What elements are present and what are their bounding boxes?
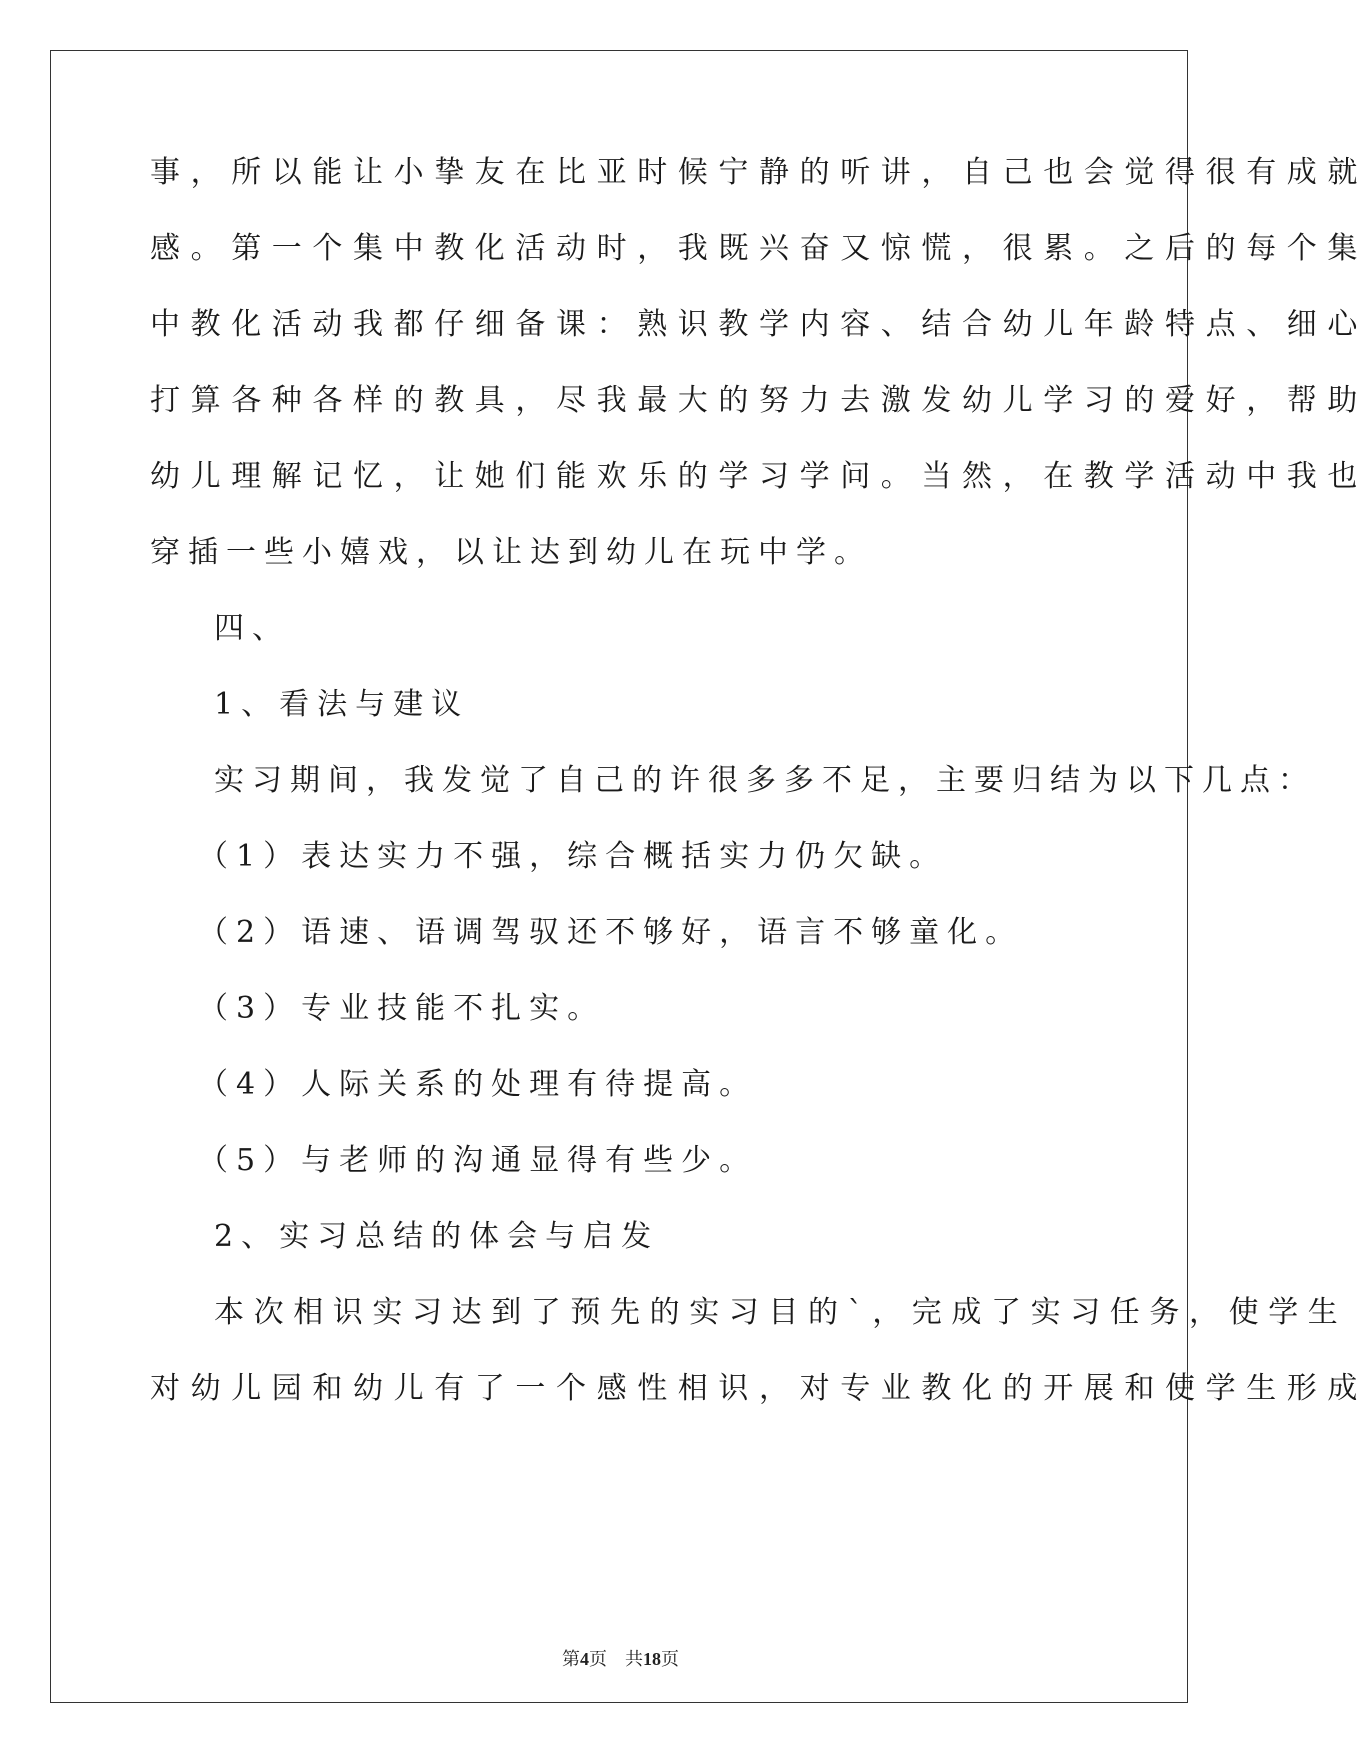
list-item: （1）表达实力不强，综合概括实力仍欠缺。 [198, 839, 948, 874]
page-border [50, 50, 1368, 1703]
text-line: 对幼儿园和幼儿有了一个感性相识，对专业教化的开展和使学生形成 [150, 1371, 1368, 1406]
subsection-heading: 1、看法与建议 [214, 687, 470, 722]
section-heading: 四、 [214, 611, 290, 646]
text-line: 实习期间，我发觉了自己的许很多多不足，主要归结为以下几点： [214, 763, 1316, 798]
subsection-heading: 2、实习总结的体会与启发 [214, 1219, 660, 1254]
footer-suffix: 页 [661, 1649, 679, 1670]
total-pages-number: 18 [643, 1649, 661, 1669]
list-item: （3）专业技能不扎实。 [198, 991, 606, 1026]
text-line: 中教化活动我都仔细备课：熟识教学内容、结合幼儿年龄特点、细心 [150, 307, 1368, 342]
footer-mid: 页 共 [589, 1649, 643, 1670]
text-line: 穿插一些小嬉戏，以让达到幼儿在玩中学。 [150, 535, 872, 570]
list-item: （2）语速、语调驾驭还不够好，语言不够童化。 [198, 915, 1024, 950]
text-line: 打算各种各样的教具，尽我最大的努力去激发幼儿学习的爱好，帮助 [150, 383, 1368, 418]
text-line: 幼儿理解记忆，让她们能欢乐的学习学问。当然，在教学活动中我也 [150, 459, 1368, 494]
text-line: 本次相识实习达到了预先的实习目的`，完成了实习任务，使学生 [214, 1295, 1348, 1330]
footer-prefix: 第 [562, 1649, 580, 1670]
current-page-number: 4 [580, 1649, 589, 1669]
list-item: （4）人际关系的处理有待提高。 [198, 1067, 758, 1102]
text-line: 事，所以能让小挚友在比亚时候宁静的听讲，自己也会觉得很有成就 [150, 155, 1368, 190]
text-line: 感。第一个集中教化活动时，我既兴奋又惊慌，很累。之后的每个集 [150, 231, 1368, 266]
list-item: （5）与老师的沟通显得有些少。 [198, 1143, 758, 1178]
page-footer [0, 1650, 1241, 1669]
